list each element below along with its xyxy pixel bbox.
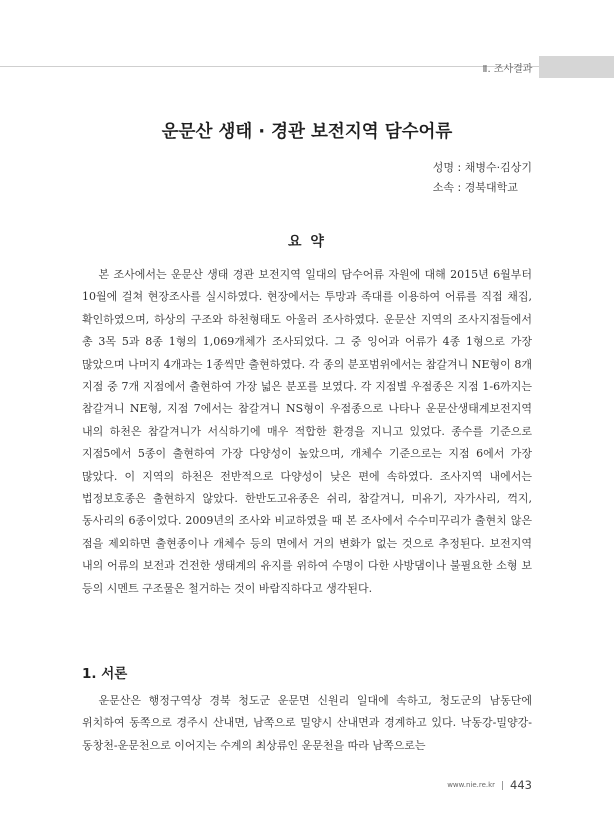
page-title: 운문산 생태 · 경관 보전지역 담수어류: [161, 122, 453, 142]
section-heading-introduction: 1. 서론: [82, 666, 128, 682]
page-footer: [447, 778, 532, 792]
author-names: 성명 : 채병수·김상기: [432, 161, 532, 174]
page-number: 443: [510, 778, 532, 792]
footer-separator: [502, 781, 503, 790]
abstract-paragraph: 본 조사에서는 운문산 생태 경관 보전지역 일대의 담수어류 자원에 대해 2015년 6월부터 10월에 걸쳐 현장조사를 실시하였다. 현장에서는 투망과 족대를 이용하여 어류를 직접 채집, 확인하였으며, 하상의 구조와 하천형태도 아울러 조사하였다. 운문산 지역의 조사지점들에서 총 3목 5과 8종 1형의 1,069개체가 조사되었다. 그 중 잉어과 어류가 4종 1형으로 가장 많았으며 나머지 4개과는 1종씩만 출현하였다. 각 종의 분포범위에서는 참갈겨니 NE형이 8개 지점 중 7개 지점에서 출현하여 가장 넓은 분포를 보였다. 각 지점별 우점종은 지점 1-6까지는 참갈겨니 NE형, 지점 7에서는 참갈겨니 NS형이 우점종으로 나타나 운문산생태계보전지역 내의 하천은 참갈겨니가 서식하기에 매우 적합한 환경을 지니고 있었다. 종수를 기준으로 지점5에서 5종이 출현하여 가장 다양성이 높았으며, 개체수 기준으로는 지점 6에서 가장 많았다. 이 지역의 하천은 전반적으로 다양성이 낮은 편에 속하였다. 조사지역 내에서는 법정보호종은 출현하지 않았다. 한반도고유종은 쉬리, 참갈겨니, 미유기, 자가사리, 꺽지, 동사리의 6종이었다. 2009년의 조사와 비교하였을 때 본 조사에서 수수미꾸리가 출현치 않은 점을 제외하면 출현종이나 개체수 등의 면에서 거의 변화가 없는 것으로 추정된다. 보전지역 내의 어류의 보전과 건전한 생태계의 유지를 위하여 수명이 다한 사방댐이나 불필요한 소형 보 등의 시멘트 구조물은 철거하는 것이 바람직하다고 생각된다.: [82, 268, 532, 595]
header-color-block: [539, 56, 614, 78]
author-affiliation: 소속 : 경북대학교: [432, 181, 518, 194]
footer-url: www.nie.re.kr: [447, 781, 496, 789]
chapter-label: Ⅱ. 조사결과: [482, 63, 533, 75]
introduction-paragraph: 운문산은 행정구역상 경북 청도군 운문면 신원리 일대에 속하고, 청도군의 남동단에 위치하여 동쪽으로 경주시 산내면, 남쪽으로 밀양시 산내면과 경계하고 있다. 낙동강-밀양강-동창천-운문천으로 이어지는 수계의 최상류인 운문천을 따라 남쪽으로는: [82, 694, 532, 752]
author-info: [433, 158, 532, 198]
abstract-heading: 요 약: [288, 234, 326, 250]
